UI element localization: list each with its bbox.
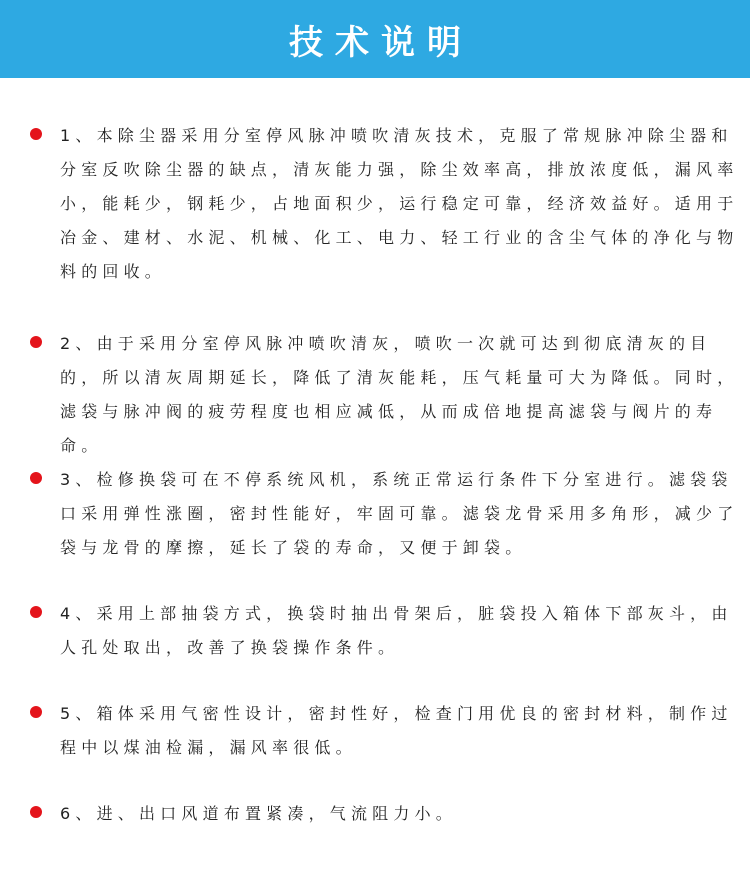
list-item-text: 4、采用上部抽袋方式，换袋时抽出骨架后，脏袋投入箱体下部灰斗，由人孔处取出，改善了换袋操作条件。 [60, 604, 733, 657]
red-bullet-icon [30, 706, 42, 718]
list-item-text: 2、由于采用分室停风脉冲喷吹清灰，喷吹一次就可达到彻底清灰的目的，所以清灰周期延长，降低了清灰能耗，压气耗量可大为降低。同时，滤袋与脉冲阀的疲劳程度也相应减低，从而成倍地提高滤袋与阀片的寿命。 [60, 334, 739, 455]
red-bullet-icon [30, 336, 42, 348]
red-bullet-icon [30, 806, 42, 818]
list-item-text: 3、检修换袋可在不停系统风机，系统正常运行条件下分室进行。滤袋袋口采用弹性涨圈，密封性能好，牢固可靠。滤袋龙骨采用多角形，减少了袋与龙骨的摩擦，延长了袋的寿命，又便于卸袋。 [60, 470, 739, 557]
list-item-text: 6、进、出口风道布置紧凑，气流阻力小。 [60, 804, 457, 823]
list-item-text: 1、本除尘器采用分室停风脉冲喷吹清灰技术，克服了常规脉冲除尘器和分室反吹除尘器的缺点，清灰能力强，除尘效率高，排放浓度低，漏风率小，能耗少，钢耗少，占地面积少，运行稳定可靠，经济效益好。适用于冶金、建材、水泥、机械、化工、电力、轻工行业的含尘气体的净化与物料的回收。 [60, 126, 739, 281]
red-bullet-icon [30, 606, 42, 618]
red-bullet-icon [30, 472, 42, 484]
page-title: 技术说明 [289, 22, 473, 63]
list-item-text: 5、箱体采用气密性设计，密封性好，检查门用优良的密封材料，制作过程中以煤油检漏，漏风率很低。 [60, 704, 733, 757]
red-bullet-icon [30, 128, 42, 140]
